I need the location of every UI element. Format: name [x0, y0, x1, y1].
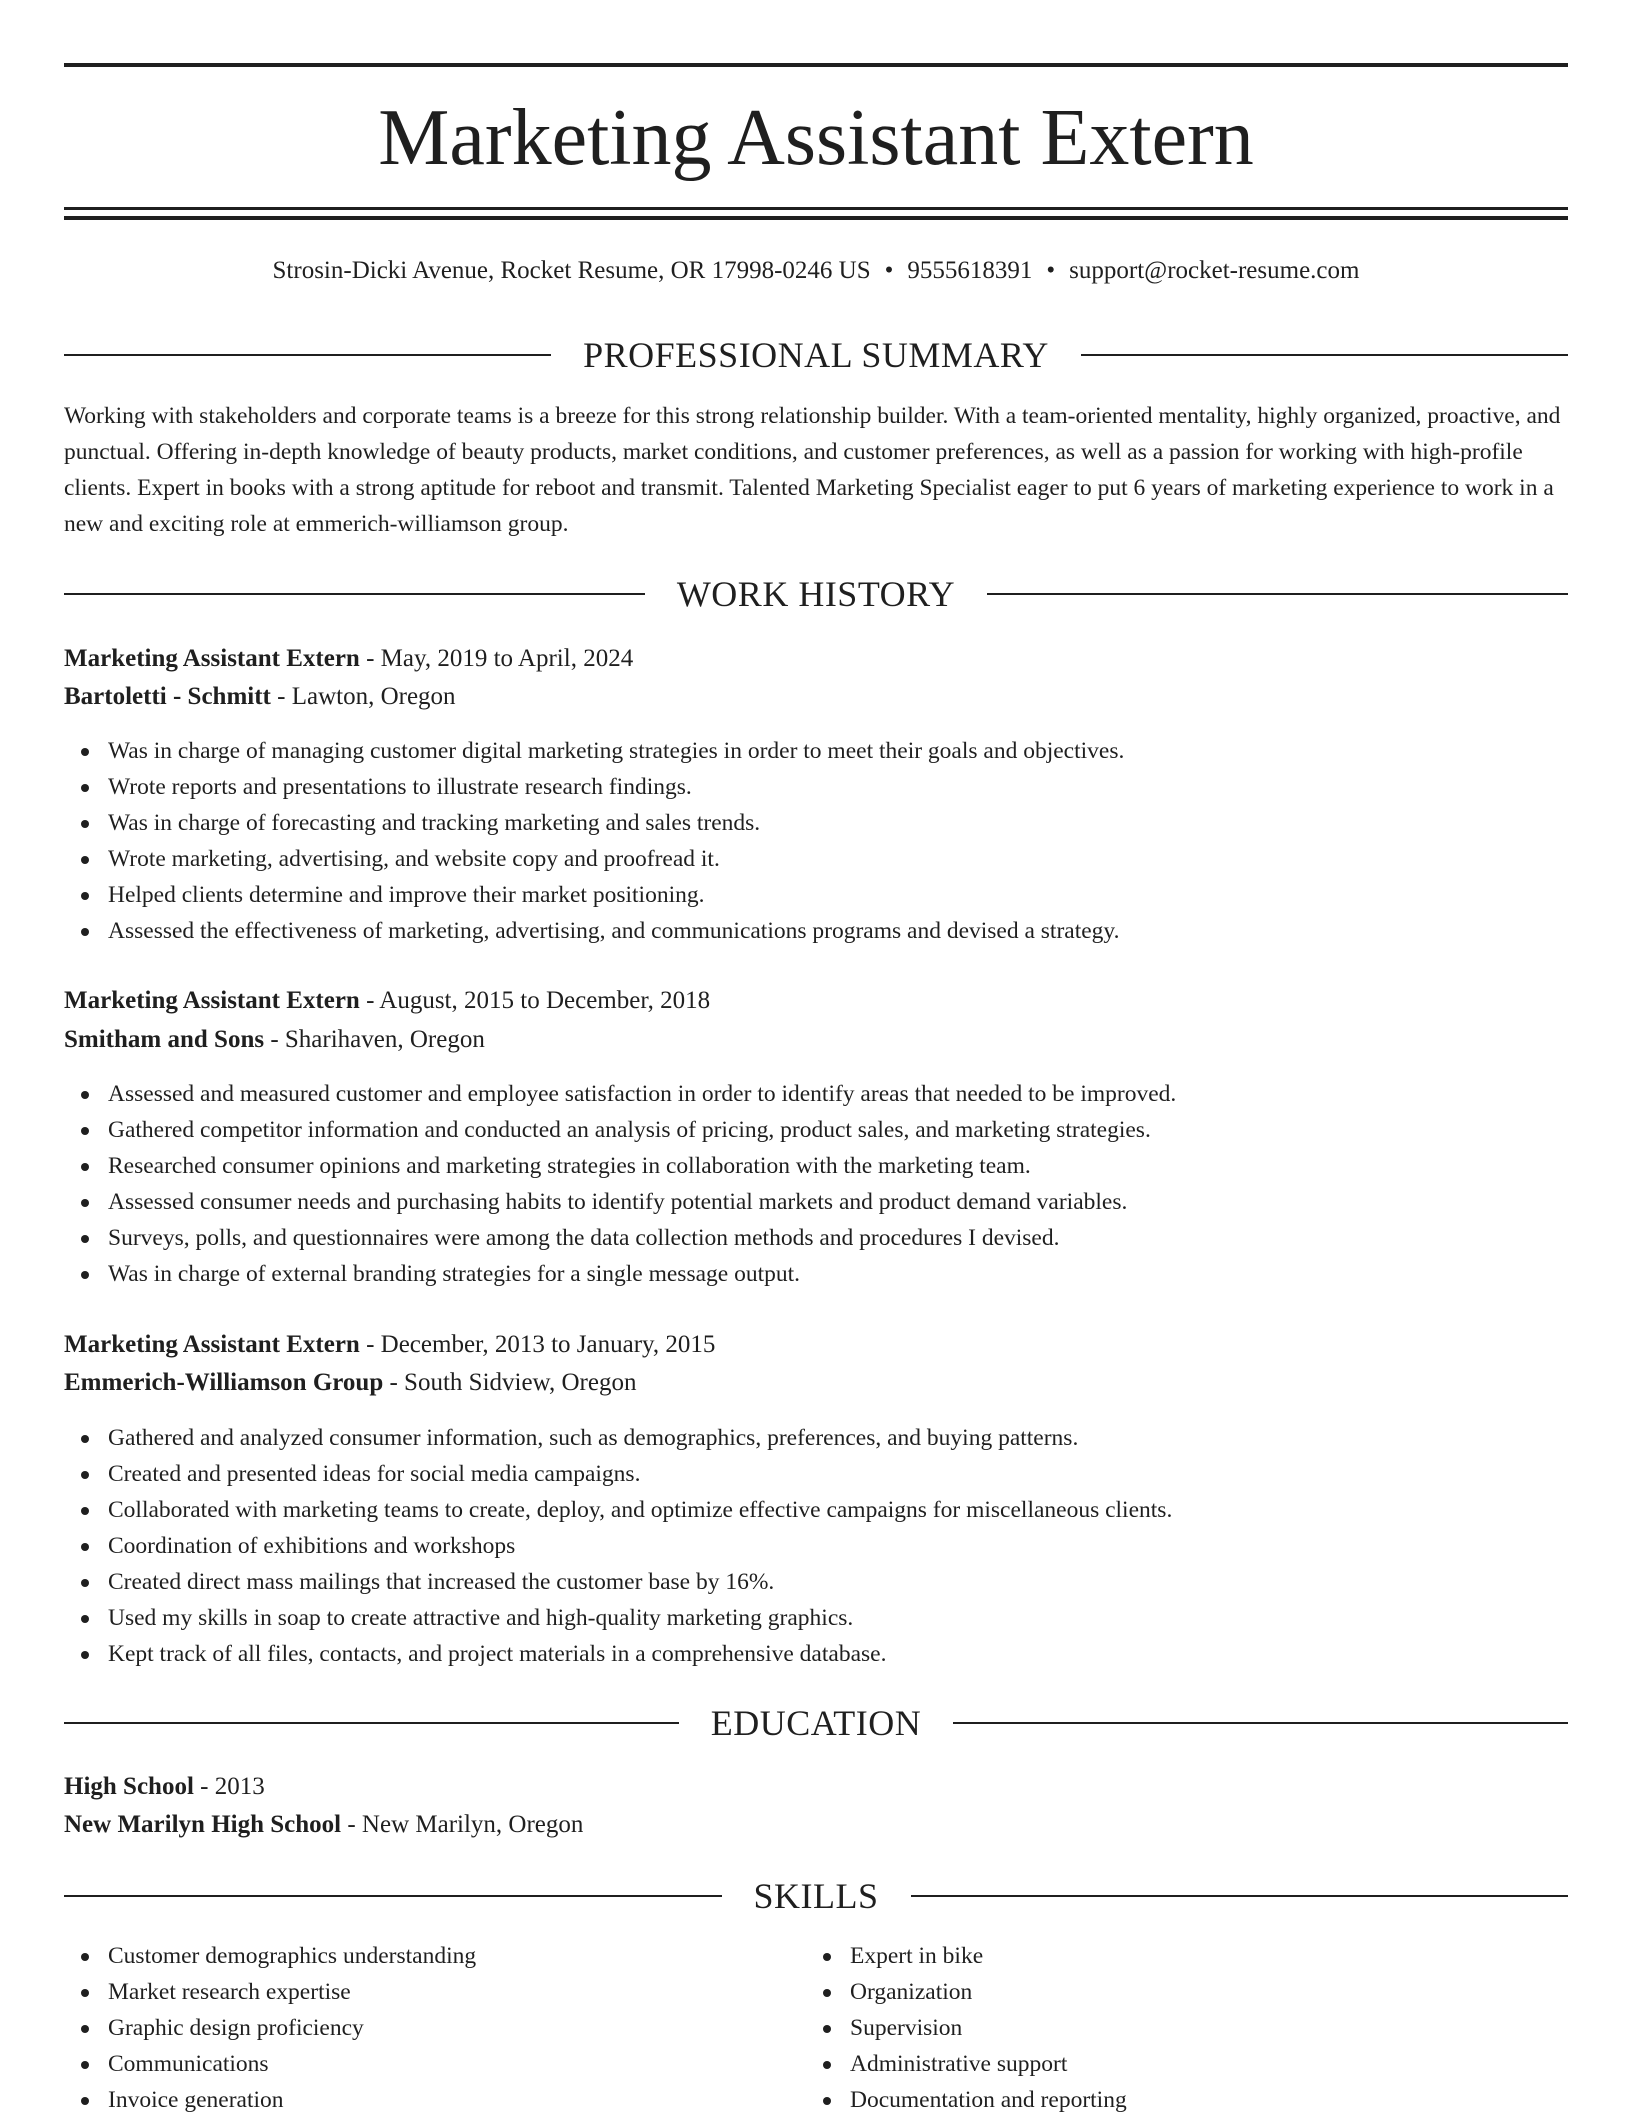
list-item: Created and presented ideas for social media campaigns. [64, 1456, 1172, 1492]
divider [911, 1895, 1569, 1897]
job-title-line [64, 641, 633, 677]
job-dates: - May, 2019 to April, 2024 [359, 645, 634, 672]
skill-item: Supervision [806, 2010, 1127, 2046]
degree: High School [64, 1773, 194, 1800]
divider [987, 593, 1568, 595]
summary-text: Working with stakeholders and corporate teams is a breeze for this strong relationship builder. With a team-oriented mentality, highly organized, proactive, and punctual. Offering in-depth knowledge of beauty products, market conditions, and customer preferences, as well as a passion for working with high-profile clients. Expert in books with a strong aptitude for reboot and transmit. Talented Marketing Specialist eager to put 6 years of marketing experience to work in a new and exciting role at emmerich-williamson group. [64, 403, 1561, 537]
job-title-line [64, 983, 710, 1019]
separator-dot: • [884, 257, 894, 284]
skill-item: Expert in bike [806, 1938, 1127, 1974]
divider [64, 354, 551, 356]
section-title: WORK HISTORY [676, 574, 956, 614]
job-location: - Sharihaven, Oregon [264, 1026, 485, 1053]
section-title: SKILLS [753, 1876, 879, 1916]
separator-dot: • [1046, 257, 1056, 284]
list-item: Researched consumer opinions and marketing strategies in collaboration with the marketing team. [64, 1148, 1176, 1184]
list-item: Was in charge of forecasting and tracking marketing and sales trends. [64, 805, 1124, 841]
job-company-line [64, 1022, 485, 1058]
skill-item: Graphic design proficiency [64, 2010, 476, 2046]
list-item: Coordination of exhibitions and workshops [64, 1528, 1172, 1564]
section-title: PROFESSIONAL SUMMARY [583, 335, 1049, 375]
company-name: Bartoletti - Schmitt [64, 683, 271, 710]
job-location: - South Sidview, Oregon [383, 1369, 637, 1396]
list-item: Collaborated with marketing teams to create, deploy, and optimize effective campaigns for miscellaneous clients. [64, 1492, 1172, 1528]
section-heading-summary [64, 333, 1568, 377]
job-bullets [64, 1420, 1172, 1672]
list-item: Wrote marketing, advertising, and website copy and proofread it. [64, 841, 1124, 877]
company-name: Emmerich-Williamson Group [64, 1369, 384, 1396]
skill-item: Organization [806, 1974, 1127, 2010]
job-title: Marketing Assistant Extern [64, 987, 360, 1014]
skill-item: Invoice generation [64, 2082, 476, 2112]
list-item: Wrote reports and presentations to illustrate research findings. [64, 769, 1124, 805]
list-item: Assessed consumer needs and purchasing habits to identify potential markets and product demand variables. [64, 1184, 1176, 1220]
contact-line [64, 252, 1568, 290]
education-school-line [64, 1807, 583, 1843]
school-name: New Marilyn High School [64, 1811, 342, 1838]
graduation-year: - 2013 [193, 1773, 265, 1800]
phone: 9555618391 [907, 257, 1033, 284]
skill-item: Communications [64, 2046, 476, 2082]
section-heading-education [64, 1701, 1568, 1745]
skills-list-right [806, 1938, 1127, 2112]
job-company-line [64, 679, 456, 715]
divider [64, 593, 645, 595]
job-title: Marketing Assistant Extern [64, 645, 360, 672]
resume-title: Marketing Assistant Extern [378, 94, 1254, 182]
list-item: Surveys, polls, and questionnaires were among the data collection methods and procedures I devised. [64, 1220, 1176, 1256]
list-item: Was in charge of external branding strategies for a single message output. [64, 1256, 1176, 1292]
skill-item: Customer demographics understanding [64, 1938, 476, 1974]
list-item: Helped clients determine and improve their market positioning. [64, 877, 1124, 913]
job-dates: - August, 2015 to December, 2018 [359, 987, 711, 1014]
list-item: Kept track of all files, contacts, and project materials in a comprehensive database. [64, 1636, 1172, 1672]
section-heading-skills [64, 1874, 1568, 1918]
list-item: Assessed and measured customer and employee satisfaction in order to identify areas that needed to be improved. [64, 1076, 1176, 1112]
list-item: Gathered and analyzed consumer information, such as demographics, preferences, and buying patterns. [64, 1420, 1172, 1456]
list-item: Assessed the effectiveness of marketing, advertising, and communications programs and devised a strategy. [64, 913, 1124, 949]
address: Strosin-Dicki Avenue, Rocket Resume, OR 17998-0246 US [272, 257, 871, 284]
list-item: Was in charge of managing customer digital marketing strategies in order to meet their goals and objectives. [64, 733, 1124, 769]
skill-item: Documentation and reporting [806, 2082, 1127, 2112]
job-bullets [64, 733, 1124, 949]
job-location: - Lawton, Oregon [270, 683, 456, 710]
section-heading-work-history [64, 572, 1568, 616]
job-dates: - December, 2013 to January, 2015 [359, 1331, 716, 1358]
job-title: Marketing Assistant Extern [64, 1331, 360, 1358]
divider [953, 1722, 1568, 1724]
top-rule [64, 63, 1568, 67]
skills-list-left [64, 1938, 476, 2112]
divider [1081, 354, 1568, 356]
education-degree-line [64, 1769, 265, 1805]
double-rule [64, 207, 1568, 220]
list-item: Gathered competitor information and conducted an analysis of pricing, product sales, and marketing strategies. [64, 1112, 1176, 1148]
section-title: EDUCATION [710, 1703, 922, 1743]
school-location: - New Marilyn, Oregon [341, 1811, 584, 1838]
divider [64, 1895, 722, 1897]
skill-item: Administrative support [806, 2046, 1127, 2082]
job-company-line [64, 1365, 636, 1401]
email-link[interactable]: support@rocket-resume.com [1069, 257, 1360, 284]
list-item: Used my skills in soap to create attractive and high-quality marketing graphics. [64, 1600, 1172, 1636]
skill-item: Market research expertise [64, 1974, 476, 2010]
job-title-line [64, 1327, 715, 1363]
list-item: Created direct mass mailings that increased the customer base by 16%. [64, 1564, 1172, 1600]
resume-page [64, 0, 1568, 2112]
divider [64, 1722, 679, 1724]
company-name: Smitham and Sons [64, 1026, 265, 1053]
job-bullets [64, 1076, 1176, 1292]
